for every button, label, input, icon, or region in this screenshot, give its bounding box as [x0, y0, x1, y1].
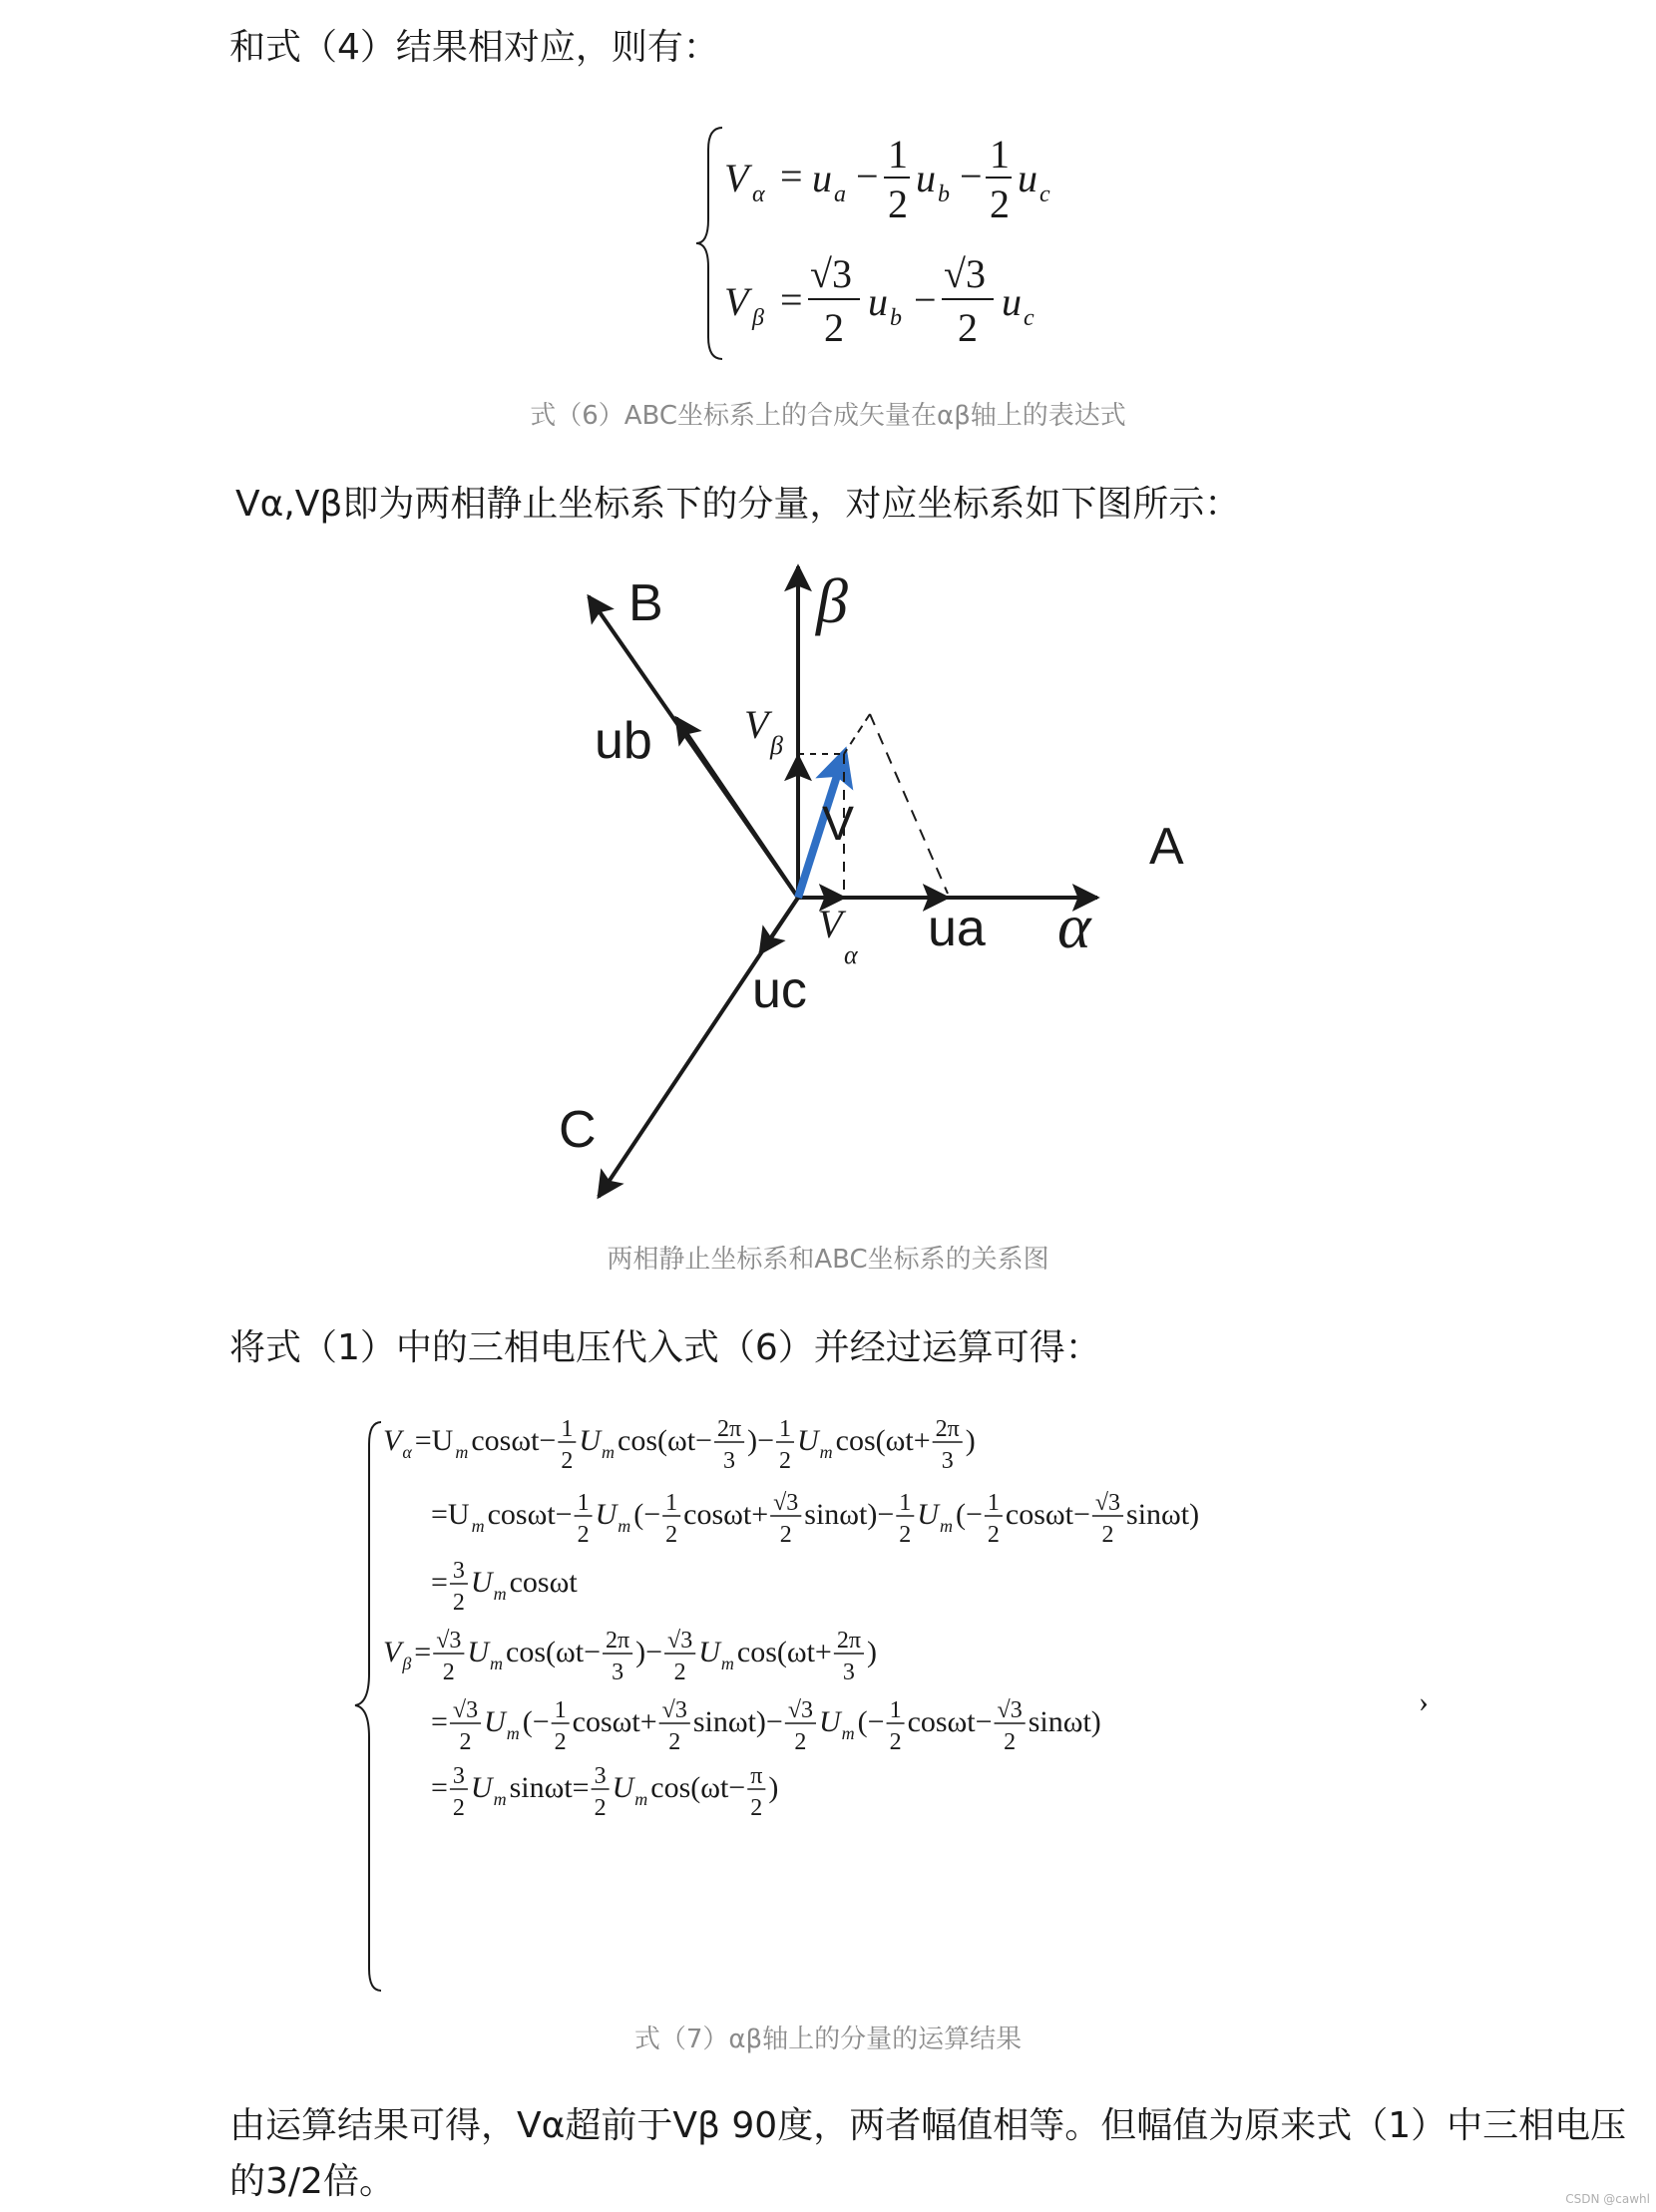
- frac-den: 2: [561, 1448, 574, 1474]
- math-text: cos(ωt−: [618, 1424, 712, 1457]
- frac-num: √3: [773, 1490, 799, 1516]
- caption-eq7: 式（7）αβ轴上的分量的运算结果: [633, 2025, 1023, 2054]
- frac-den: 2: [665, 1522, 678, 1548]
- minus: −: [960, 154, 983, 198]
- math-text: ): [965, 1424, 976, 1457]
- minus: −: [856, 154, 879, 198]
- math-text: ): [866, 1636, 877, 1668]
- paragraph-2: Vα,Vβ即为两相静止坐标系下的分量，对应坐标系如下图所示：: [235, 484, 1241, 525]
- label-vbeta-sub: β: [770, 731, 783, 760]
- equation-6: [688, 120, 1107, 369]
- frac-den: 2: [824, 305, 844, 350]
- label-uc: uc: [752, 961, 807, 1019]
- math-text: =: [431, 1771, 448, 1804]
- math-text: ): [768, 1771, 779, 1804]
- math-text: cosωt−: [1005, 1498, 1090, 1531]
- frac-num: √3: [436, 1628, 462, 1654]
- label-valpha-sub: α: [844, 940, 858, 969]
- frac-den: 2: [459, 1729, 472, 1755]
- subscript: β: [402, 1654, 412, 1673]
- frac-num: √3: [810, 251, 852, 296]
- frac-num: √3: [661, 1697, 687, 1723]
- label-ua: ua: [928, 900, 986, 957]
- math-text: cosωt: [509, 1566, 578, 1599]
- frac-num: 3: [452, 1558, 465, 1584]
- brace: [355, 1422, 381, 1991]
- frac-den: 2: [990, 182, 1010, 226]
- frac-num: 1: [889, 1697, 902, 1723]
- math-var: U: [579, 1424, 602, 1457]
- eq7-line-6: [431, 1763, 778, 1821]
- frac-den: 2: [442, 1659, 455, 1685]
- equation-7: [339, 1414, 1456, 1993]
- frac-den: 3: [723, 1448, 736, 1474]
- eq-sign: =: [780, 154, 803, 198]
- math-text: (−: [633, 1498, 661, 1531]
- label-C: C: [559, 1101, 597, 1159]
- math-text: sinωt=: [509, 1771, 590, 1804]
- term: u: [916, 156, 936, 200]
- eq7-line-1: [383, 1416, 976, 1474]
- intro-paragraph: 和式（4）结果相对应，则有：: [229, 27, 719, 68]
- frac-den: 2: [452, 1795, 465, 1821]
- brace: [696, 128, 722, 359]
- label-v: V: [822, 798, 855, 851]
- frac-den: 2: [1004, 1729, 1017, 1755]
- frac-den: 2: [668, 1729, 681, 1755]
- math-text: cosωt−: [487, 1498, 573, 1531]
- math-text: cosωt−: [907, 1705, 993, 1738]
- subscript: m: [634, 1789, 648, 1809]
- math-text: (−: [857, 1705, 885, 1738]
- v-alpha: V: [724, 156, 749, 200]
- math-text: cos(ωt−: [650, 1771, 746, 1804]
- caption-figure: 两相静止坐标系和ABC坐标系的关系图: [607, 1245, 1049, 1275]
- subscript: m: [841, 1723, 855, 1743]
- frac-den: 2: [889, 1729, 902, 1755]
- math-var: U: [467, 1636, 490, 1668]
- math-text: =: [414, 1636, 432, 1668]
- math-var: U: [797, 1424, 819, 1457]
- frac-num: 3: [452, 1763, 465, 1789]
- eq7-line-4: [383, 1628, 877, 1685]
- math-var: U: [470, 1566, 493, 1599]
- frac-num: √3: [944, 251, 986, 296]
- math-var: U: [484, 1705, 506, 1738]
- math-text: cosωt+: [683, 1498, 769, 1531]
- frac-den: 2: [899, 1522, 912, 1548]
- subscript: m: [819, 1442, 833, 1462]
- sub: β: [752, 305, 764, 331]
- eq7-line-2: [431, 1490, 1199, 1548]
- paragraph-4-line-1: 由运算结果可得，Vα超前于Vβ 90度，两者幅值相等。但幅值为原来式（1）中三相电压: [229, 2105, 1627, 2146]
- watermark: CSDN @cawhl: [1565, 2192, 1650, 2206]
- subscript: m: [939, 1516, 953, 1536]
- sub: b: [890, 305, 902, 331]
- math-var: U: [698, 1636, 720, 1668]
- eq-sign: =: [780, 277, 803, 322]
- subscript: m: [471, 1516, 485, 1536]
- frac-den: 2: [779, 1522, 792, 1548]
- frac-den: 2: [794, 1729, 807, 1755]
- frac-num: 1: [987, 1490, 1000, 1516]
- label-ub: ub: [595, 712, 652, 770]
- frac-num: 1: [899, 1490, 912, 1516]
- dashed-parallel: [870, 714, 948, 894]
- stray-mark: ›: [1419, 1685, 1429, 1718]
- math-var: U: [470, 1771, 493, 1804]
- frac-den: 2: [452, 1590, 465, 1616]
- label-vbeta: V: [744, 702, 769, 747]
- subscript: m: [602, 1442, 616, 1462]
- frac-den: 2: [577, 1522, 590, 1548]
- sub: a: [834, 182, 846, 207]
- frac-num: 1: [554, 1697, 567, 1723]
- frac-num: 1: [561, 1416, 574, 1442]
- math-text: sinωt)−: [804, 1498, 895, 1531]
- coordinate-diagram: [539, 558, 1237, 1217]
- math-var: V: [383, 1424, 402, 1457]
- math-text: cosωt+: [572, 1705, 657, 1738]
- frac-den: 2: [750, 1795, 763, 1821]
- subscript: m: [455, 1442, 469, 1462]
- v-beta: V: [724, 279, 749, 324]
- frac-num: 2π: [935, 1416, 960, 1442]
- frac-num: √3: [997, 1697, 1023, 1723]
- caption-eq6: 式（6）ABC坐标系上的合成矢量在αβ轴上的表达式: [530, 401, 1126, 431]
- math-text: =: [431, 1566, 448, 1599]
- term: u: [1002, 279, 1022, 324]
- dashed-parallel: [844, 714, 870, 754]
- math-var: U: [612, 1771, 634, 1804]
- math-text: =: [431, 1705, 448, 1738]
- term: u: [812, 156, 832, 200]
- frac-den: 2: [673, 1659, 686, 1685]
- subscript: m: [490, 1654, 504, 1673]
- math-text: (−: [522, 1705, 550, 1738]
- frac-num: 2π: [836, 1628, 861, 1654]
- math-text: sinωt): [1028, 1705, 1101, 1738]
- math-text: cos(ωt+: [835, 1424, 931, 1457]
- frac-num: √3: [1094, 1490, 1121, 1516]
- frac-num: 1: [665, 1490, 678, 1516]
- frac-num: 2π: [606, 1628, 630, 1654]
- math-var: U: [818, 1705, 841, 1738]
- math-text: sinωt)−: [692, 1705, 783, 1738]
- frac-num: √3: [452, 1697, 479, 1723]
- frac-den: 2: [987, 1522, 1000, 1548]
- sub: c: [1039, 182, 1050, 207]
- eq7-line-5: [431, 1697, 1101, 1755]
- subscript: m: [493, 1789, 507, 1809]
- math-text: =U: [414, 1424, 454, 1457]
- subscript: α: [402, 1442, 412, 1462]
- eq7-line-3: [431, 1558, 578, 1616]
- frac-den: 2: [594, 1795, 607, 1821]
- math-text: cos(ωt−: [506, 1636, 602, 1668]
- frac-num: 1: [577, 1490, 590, 1516]
- sub: α: [752, 182, 765, 207]
- label-alpha: α: [1057, 891, 1091, 961]
- math-var: U: [917, 1498, 939, 1531]
- math-var: U: [595, 1498, 618, 1531]
- frac-num: π: [750, 1763, 763, 1789]
- term: u: [868, 279, 888, 324]
- paragraph-3: 将式（1）中的三相电压代入式（6）并经过运算可得：: [229, 1327, 1101, 1368]
- frac-den: 3: [941, 1448, 954, 1474]
- label-beta: β: [816, 565, 848, 636]
- frac-num: 1: [779, 1416, 792, 1442]
- frac-num: √3: [787, 1697, 813, 1723]
- subscript: m: [720, 1654, 734, 1673]
- minus: −: [914, 277, 937, 322]
- frac-den: 3: [612, 1659, 624, 1685]
- math-var: V: [383, 1636, 402, 1668]
- label-A: A: [1149, 818, 1184, 876]
- frac-den: 2: [958, 305, 978, 350]
- math-text: )−: [635, 1636, 663, 1668]
- frac-num: √3: [667, 1628, 693, 1654]
- sub: c: [1024, 305, 1035, 331]
- frac-num: 3: [594, 1763, 607, 1789]
- frac-den: 2: [888, 182, 908, 226]
- frac-num: 1: [888, 132, 908, 177]
- frac-den: 2: [1101, 1522, 1114, 1548]
- math-text: sinωt): [1126, 1498, 1200, 1531]
- frac-num: 2π: [716, 1416, 742, 1442]
- term: u: [1018, 156, 1037, 200]
- paragraph-4-line-2: 的3/2倍。: [229, 2161, 395, 2202]
- math-text: =U: [431, 1498, 470, 1531]
- frac-num: 1: [990, 132, 1010, 177]
- frac-den: 2: [779, 1448, 792, 1474]
- uc-vector: [760, 898, 798, 953]
- math-text: )−: [747, 1424, 775, 1457]
- sub: b: [938, 182, 950, 207]
- frac-den: 2: [554, 1729, 567, 1755]
- math-text: (−: [955, 1498, 983, 1531]
- math-text: cosωt−: [471, 1424, 557, 1457]
- frac-den: 3: [842, 1659, 855, 1685]
- label-B: B: [628, 574, 663, 632]
- label-valpha: V: [818, 902, 843, 946]
- math-text: cos(ωt+: [736, 1636, 832, 1668]
- subscript: m: [618, 1516, 631, 1536]
- subscript: m: [506, 1723, 520, 1743]
- subscript: m: [493, 1584, 507, 1604]
